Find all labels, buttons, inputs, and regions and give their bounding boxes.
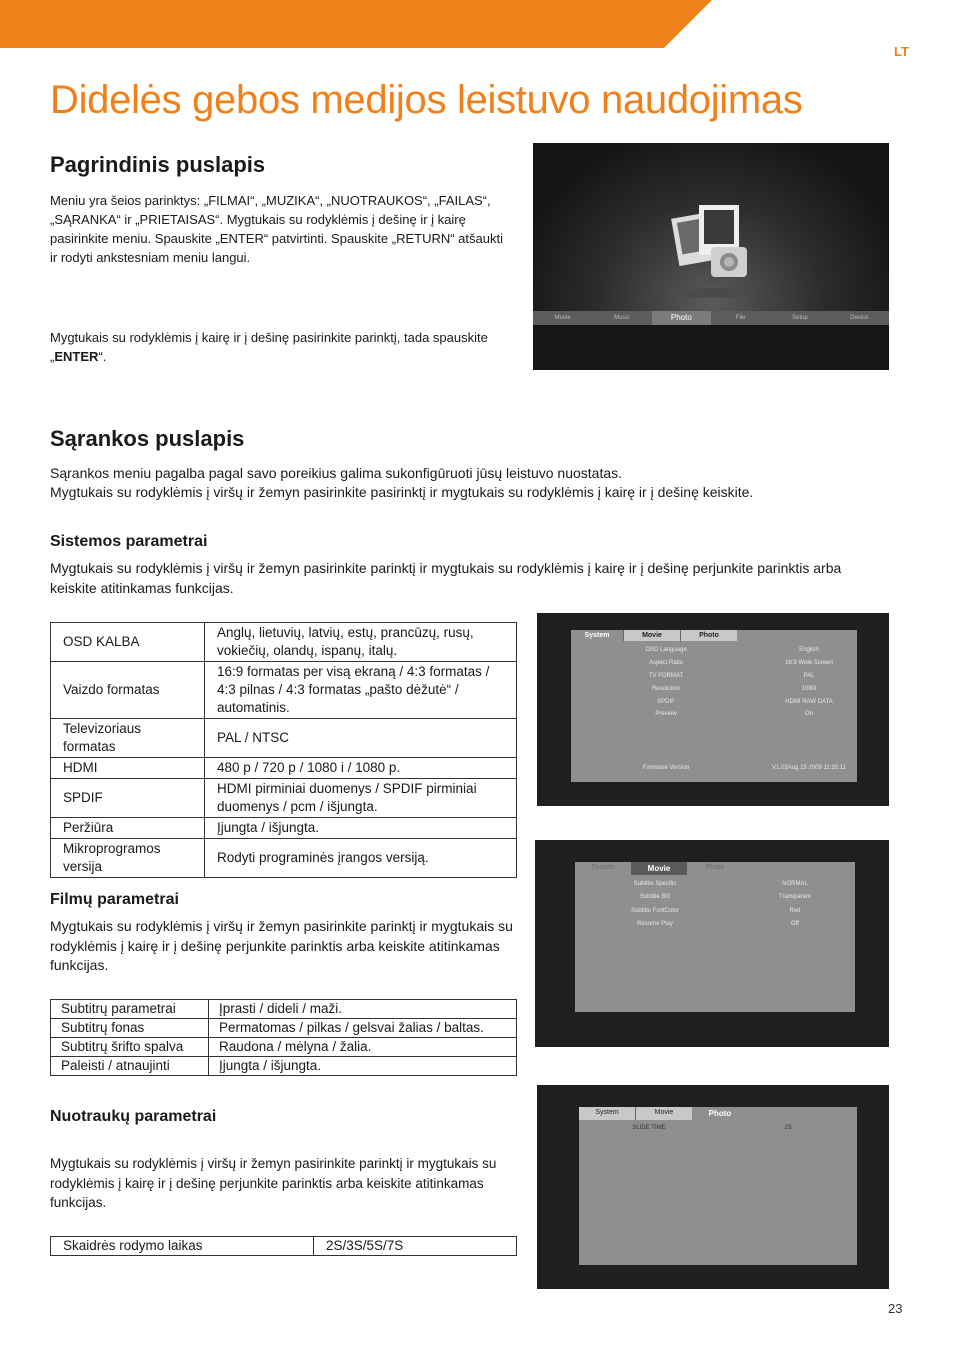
home-menu-bar [533,311,889,325]
setting-value: PAL [803,672,815,679]
movie-param: Paleisti / atnaujinti [51,1057,209,1076]
movie-settings-screenshot [535,840,889,1047]
tab-system[interactable]: System [575,862,631,875]
setting-label: Aspect Ratio [648,660,684,667]
header-band [0,0,954,50]
settings-panel [571,630,857,782]
home-enter-note [50,328,512,366]
settings-row[interactable] [571,644,857,657]
movie-value: Raudona / mėlyna / žalia. [209,1038,517,1057]
home-enter-note-text: Mygtukais su rodyklėmis į kairę ir į dešinę pasirinkite parinktį, tada spauskite „ [50,330,488,364]
table-row [51,719,517,758]
system-value: 480 p / 720 p / 1080 i / 1080 p. [205,758,517,779]
setting-label: TV FORMAT [648,672,684,679]
setup-heading: Sąrankos puslapis [50,426,245,451]
setting-label: OSD Language [645,647,687,654]
settings-row[interactable] [571,682,857,695]
system-value: Įjungta / išjungta. [205,818,517,839]
photo-value: 2S/3S/5S/7S [314,1237,517,1256]
system-param: Mikroprogramos versija [51,839,205,878]
setting-label: Subtitle BG [639,894,671,901]
table-row [51,1038,517,1057]
table-row [51,662,517,719]
tab-system[interactable]: System [571,630,623,641]
system-param: SPDIF [51,779,205,818]
home-paragraph: Meniu yra šeios parinktys: „FILMAI“, „MUZIKA“, „NUOTRAUKOS“, „FAILAS“, „SĄRANKA“ ir „PRIETAISAS“. Mygtukais su rodyklėmis į dešinę ir į kairę pasirinkite meniu. Spauskite „ENTER“ patvirtinti. Spauskite „RETURN“ atšaukti ir rodyti ankstesniam meniu langui. [50,193,503,265]
menu-item-file[interactable]: File [735,315,746,321]
settings-row[interactable] [571,670,857,683]
settings-row[interactable] [571,708,857,721]
system-param: Televizoriaus formatas [51,719,205,758]
table-row [51,1057,517,1076]
movie-heading: Filmų parametrai [50,891,179,908]
table-row [51,1000,517,1019]
menu-item-photo[interactable]: Photo [652,311,711,325]
system-param: Vaizdo formatas [51,662,205,719]
setup-intro-line2: Mygtukais su rodyklėmis į viršų ir žemyn pasirinkite pasirinktį ir mygtukais su rodyklėmis į kairę ir į dešinę keiskite. [50,484,754,500]
system-settings-screenshot [537,613,889,806]
system-value: Rodyti programinės įrangos versiją. [205,839,517,878]
system-value: 16:9 formatas per visą ekraną / 4:3 formatas / 4:3 pilnas / 4:3 formatas „pašto dėžutė“ / automatinis. [205,662,517,719]
tab-photo[interactable]: Photo [680,630,737,641]
tab-movie[interactable]: Movie [635,1107,692,1120]
tab-movie[interactable]: Movie [631,862,687,875]
photo-table [50,1236,517,1256]
language-code: LT [894,44,909,59]
movie-table [50,999,517,1076]
setting-value: 1080i [801,685,817,692]
tab-photo[interactable]: Photo [687,862,743,875]
setting-value: Transparent [778,894,812,901]
settings-row[interactable] [571,657,857,670]
menu-item-movie[interactable]: Movie [554,315,571,321]
table-row [51,623,517,662]
setting-label: Subtitle FontColor [630,907,680,914]
page-number: 23 [888,1301,903,1316]
movie-param: Subtitrų parametrai [51,1000,209,1019]
movie-value: Įprasti / dideli / maži. [209,1000,517,1019]
tab-system[interactable]: System [579,1107,635,1120]
system-text: Mygtukais su rodyklėmis į viršų ir žemyn pasirinkite parinktį ir mygtukais su rodyklėmis į kairę ir į dešinę perjunkite parinktis arba keiskite atitinkamas funkcijas. [50,560,842,596]
setting-label: SLIDE TIME [632,1125,666,1132]
movie-value: Įjungta / išjungta. [209,1057,517,1076]
setting-value: Red [789,907,801,914]
home-enter-note-end: “. [98,349,107,364]
system-value: Anglų, lietuvių, latvių, estų, prancūzų, rusų, vokiečių, olandų, ispanų, italų. [205,623,517,662]
table-row [51,758,517,779]
setting-label: SPDIF [657,698,675,705]
system-value: PAL / NTSC [205,719,517,758]
table-row [51,818,517,839]
home-heading: Pagrindinis puslapis [50,152,266,177]
system-param: HDMI [51,758,205,779]
menu-item-setup[interactable]: Setup [792,315,808,321]
firmware-label: Firmware Version [642,765,690,772]
system-param: OSD KALBA [51,623,205,662]
menu-item-music[interactable]: Music [614,315,630,321]
settings-tabs [575,862,855,875]
setting-label: Preview [655,711,677,718]
system-heading: Sistemos parametrai [50,533,208,550]
setting-value: 2S [784,1125,792,1132]
settings-row[interactable] [575,904,855,918]
setting-value: On [804,711,813,718]
setting-value: NORMAL [782,880,808,887]
setting-label: Resolution [651,685,681,692]
movie-value: Permatomas / pilkas / gelsvai žalias / baltas. [209,1019,517,1038]
settings-panel [575,862,855,1012]
system-table [50,622,517,878]
setup-intro-line1: Sąrankos meniu pagalba pagal savo poreikius galima sukonfigūruoti jūsų leistuvo nuostatas. [50,465,623,481]
system-value: HDMI pirminiai duomenys / SPDIF pirminiai duomenys / pcm / išjungta. [205,779,517,818]
photo-text: Mygtukais su rodyklėmis į viršų ir žemyn pasirinkite parinktį ir mygtukais su rodyklėmis į kairę ir į dešinę perjunkite parinktis arba keiskite atitinkamas funkcijas. [50,1156,497,1210]
settings-row[interactable] [575,918,855,932]
tab-photo[interactable]: Photo [692,1107,748,1120]
settings-row[interactable] [579,1122,857,1135]
settings-tabs [579,1107,857,1120]
firmware-row [571,762,857,775]
setting-label: Subtitle Specific [633,880,677,887]
home-menu-screenshot [533,143,889,370]
enter-keyword: ENTER [54,349,99,364]
setting-label: Resume Play [637,921,673,928]
settings-row[interactable] [571,695,857,708]
table-row [51,779,517,818]
table-row [51,839,517,878]
system-param: Peržiūra [51,818,205,839]
menu-item-device[interactable]: Device [850,315,869,321]
setting-value: Off [791,921,799,928]
settings-tabs [571,630,857,641]
photo-heading: Nuotraukų parametrai [50,1108,217,1125]
settings-row[interactable] [575,891,855,905]
photo-param: Skaidrės rodymo laikas [51,1237,314,1256]
table-row [51,1237,517,1256]
settings-row[interactable] [575,877,855,891]
tab-movie[interactable]: Movie [623,630,680,641]
table-row [51,1019,517,1038]
movie-param: Subtitrų fonas [51,1019,209,1038]
photo-settings-screenshot [537,1085,889,1289]
movie-param: Subtitrų šrifto spalva [51,1038,209,1057]
settings-panel [579,1107,857,1265]
movie-text: Mygtukais su rodyklėmis į viršų ir žemyn pasirinkite parinktį ir mygtukais su rodyklėmis į kairę ir į dešinę perjunkite parinktis arba keiskite atitinkamas funkcijas. [50,918,513,973]
setting-value: HDMI RAW DATA [785,698,833,705]
setting-value: English [799,647,819,654]
setting-value: 16:9 Wide Screen [785,660,833,667]
photo-album-icon [671,201,755,301]
page-title: Didelės gebos medijos leistuvo naudojimas [50,78,803,122]
firmware-value: V1.03Aug 15 2009 11:35:11 [772,765,846,772]
